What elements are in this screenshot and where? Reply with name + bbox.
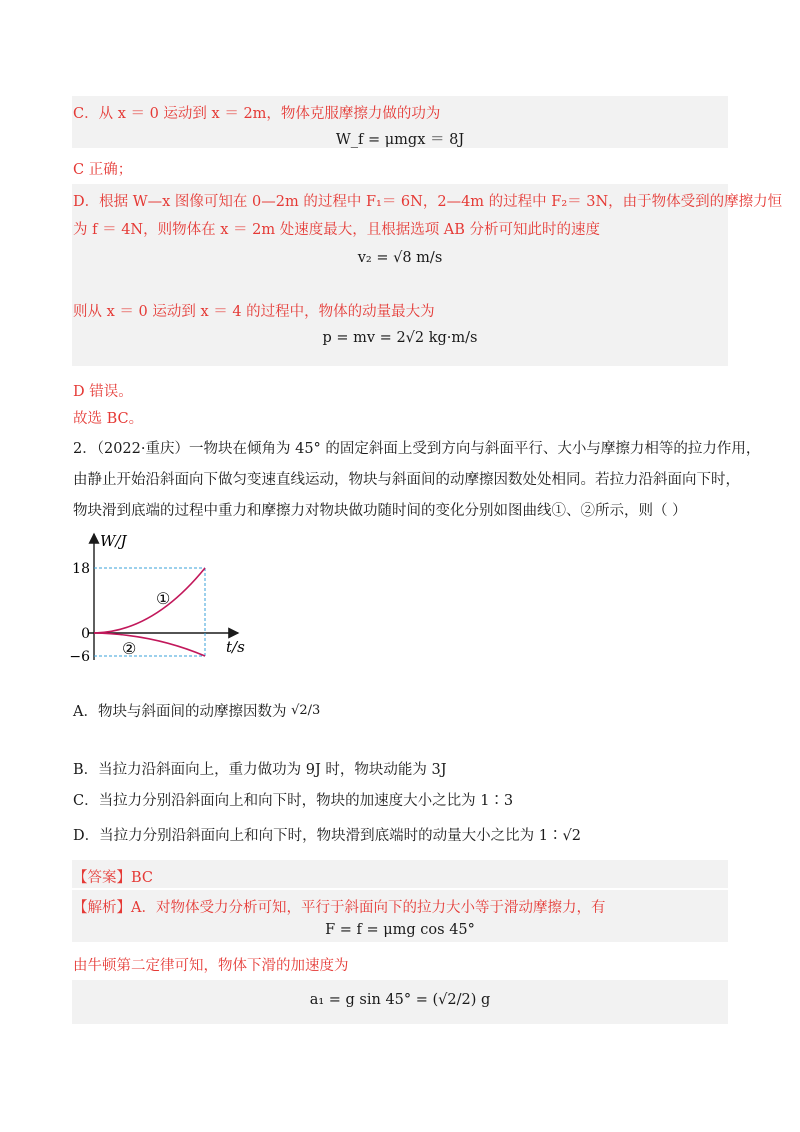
analysis-formula-force: F = f = μmg cos 45° <box>325 922 475 938</box>
option-a-text: A．物块与斜面间的动摩擦因数为 <box>73 704 287 720</box>
solution-d-formula-momentum: p = mv = 2√2 kg·m/s <box>322 330 478 346</box>
question2-source: （2022·重庆） <box>96 441 189 457</box>
solution-conclusion: 故选 BC。 <box>73 411 144 427</box>
graph-curve-1-label: ① <box>156 589 171 608</box>
graph-curve-2-label: ② <box>122 639 137 658</box>
solution-c-line: C．从 x ＝ 0 运动到 x ＝ 2m，物体克服摩擦力做的功为 <box>73 106 441 122</box>
answer-value: BC <box>131 870 154 886</box>
analysis-text-1: A．对物体受力分析可知，平行于斜面向下的拉力大小等于滑动摩擦力，有 <box>131 900 606 916</box>
graph-x-axis-label: t/s <box>226 638 245 656</box>
solution-d-formula-velocity: v₂ = √8 m/s <box>357 250 443 266</box>
analysis-formula-acceleration: a₁ = g sin 45° = (√2/2) g <box>309 992 491 1008</box>
graph-tick-neg6: −6 <box>69 649 90 665</box>
solution-c-formula: W_f = μmgx ＝ 8J <box>335 132 465 148</box>
graph-y-axis-label: W/J <box>100 532 127 550</box>
analysis-label: 【解析】 <box>73 900 131 916</box>
graph-curve-1 <box>94 568 205 633</box>
graph-tick-0: 0 <box>81 626 90 642</box>
solution-c-verdict: C 正确； <box>73 162 133 178</box>
answer-line <box>73 866 153 887</box>
graph-tick-18: 18 <box>72 561 90 577</box>
solution-d-line1: D．根据 W—x 图像可知在 0—2m 的过程中 F₁＝ 6N，2—4m 的过程中 F₂＝ 3N，由于物体受到的摩擦力恒 <box>73 194 783 210</box>
solution-d-verdict: D 错误。 <box>73 384 133 400</box>
option-d: D．当拉力分别沿斜面向上和向下时，物块滑到底端时的动量大小之比为 1∶√2 <box>73 828 581 844</box>
question2-text-line2: 由静止开始沿斜面向下做匀变速直线运动，物块与斜面间的动摩擦因数处处相同。若拉力沿斜面向下时， <box>73 472 740 488</box>
answer-box <box>72 860 728 888</box>
question2-line1 <box>73 437 760 458</box>
option-a-value: √2/3 <box>291 703 321 718</box>
option-a <box>73 700 320 721</box>
solution-d-line2: 为 f ＝ 4N，则物体在 x ＝ 2m 处速度最大，且根据选项 AB 分析可知此时的速度 <box>73 222 601 238</box>
option-b: B．当拉力沿斜面向上，重力做功为 9J 时，物块动能为 3J <box>73 762 447 778</box>
analysis-line1 <box>73 896 605 917</box>
question2-text-line3: 物块滑到底端的过程中重力和摩擦力对物块做功随时间的变化分别如图曲线①、②所示，则（ ） <box>73 503 687 519</box>
analysis-line2: 由牛顿第二定律可知，物体下滑的加速度为 <box>73 958 349 974</box>
graph-curve-2 <box>94 633 205 656</box>
question2-number: 2． <box>73 441 97 457</box>
option-c: C．当拉力分别沿斜面向上和向下时，物块的加速度大小之比为 1∶3 <box>73 793 514 809</box>
work-time-graph <box>69 528 268 668</box>
question2-text-line1: 一物块在倾角为 45° 的固定斜面上受到方向与斜面平行、大小与摩擦力相等的拉力作用， <box>189 441 761 457</box>
answer-label: 【答案】 <box>73 870 131 886</box>
solution-d-line3: 则从 x ＝ 0 运动到 x ＝ 4 的过程中，物体的动量最大为 <box>73 304 435 320</box>
